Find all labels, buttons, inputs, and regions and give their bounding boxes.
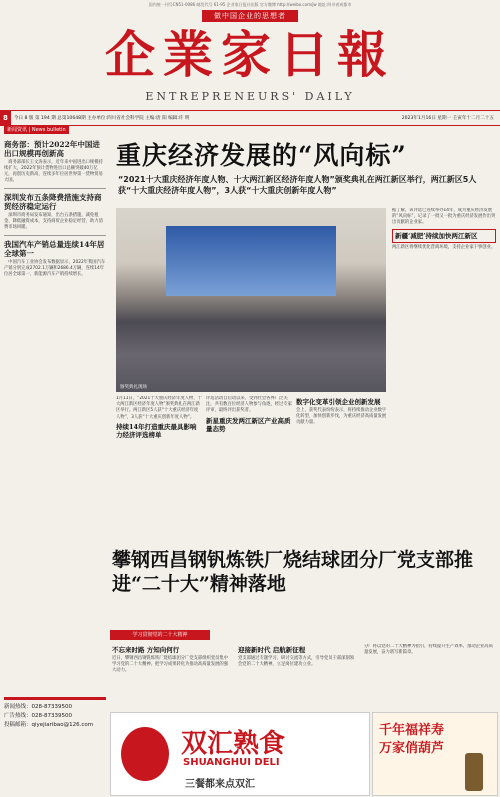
article-text: 据了解，该评选已连续举办14年，成为重庆经济发展的“风向标”，记录了一批又一批为重庆经济发展作出突出贡献的企业家。 [392, 208, 496, 226]
page-number: 8 [0, 111, 11, 125]
article-column-3 [296, 396, 388, 544]
left-headline-3[interactable]: 我国汽车产销总量连续14年居全球第一 [4, 240, 105, 258]
subsection-heading: 不忘来时路 方知向何行 [112, 646, 180, 654]
article-text: 评选活动自启动以来，受到社会各界广泛关注，共有数百位经济人物参与角逐，经过专家评审，最终评出获奖者。 [206, 396, 292, 414]
left-paragraph-1: 商务部部长王文涛表示，近年来中国进出口规模持续扩大，2022年预计货物进出口总额突破40万亿元，再创历史新高，连续多年位居世界第一货物贸易大国。 [4, 160, 103, 183]
subsection-heading: 新星重庆发两江新区产业高质量态势 [206, 416, 291, 433]
article-column-1 [116, 396, 202, 544]
issue-info: 今日 8 版 第 194 期 总第10648期 主办单位:四川省社会科学院 主编:唐 阳 编辑:许 明 [13, 116, 190, 121]
article-text: 两江新区将继续优化营商环境，支持企业家干事创业。 [392, 244, 496, 250]
story-column-3 [364, 644, 496, 706]
advert-slogan: 三餐都来点双汇 [185, 779, 255, 790]
top-info-strip: 国内统一刊号CN51-0086 邮发代号 61-95 企业家日报社出版 官方微博 http://weibo.com/jw 地址:四川省成都市 [148, 2, 352, 7]
masthead [0, 22, 500, 103]
masthead-title: 企業家日報 [105, 25, 395, 84]
left-news-column [4, 126, 106, 686]
left-headline-1[interactable]: 商务部：预计2022年中国进出口规模再创新高 [4, 140, 100, 158]
advert-subtitle: 万家俏葫芦 [379, 741, 445, 756]
stage-screen [166, 226, 336, 296]
left-headline-2[interactable]: 深圳发布五条降费措施支持商贸经济稳定运行 [4, 193, 102, 211]
divider [4, 235, 106, 236]
article-text: 近日，攀钢西昌钢钒炼铁厂烧结球团分厂党支部组织党员集中学习党的二十大精神，把学习成果转化为推动高质量发展的强大动力。 [112, 656, 229, 674]
story-column-1 [112, 644, 232, 706]
article-text: 会上，获奖代表纷纷表示，将持续推动企业数字化转型，加快创新步伐，为重庆经济高质量发展贡献力量。 [296, 408, 387, 426]
liquor-advert[interactable] [372, 712, 498, 796]
second-story [110, 598, 498, 708]
article-column-2 [206, 396, 292, 544]
submission-email[interactable]: 投稿邮箱：qiyejiaribao@126.com [4, 722, 94, 728]
slogan-bar [0, 10, 500, 22]
issue-date: 2023年1月16日 星期一 壬寅年十二月二十五 [401, 116, 494, 121]
subsection-heading: 数字化变革引领企业创新发展 [296, 398, 381, 406]
left-paragraph-2: 深圳市商务局发布通知，出台五条措施，减免租金、降低融资成本，支持商贸企业稳定经营，助力消费市场回暖。 [4, 213, 103, 230]
main-story [110, 126, 498, 596]
left-paragraph-3: 中国汽车工业协会发布数据显示，2022年我国汽车产销分别完成2702.1万辆和2686.4万辆，连续14年位居全球第一，新能源汽车产销持续增长。 [4, 260, 106, 277]
article-text: 分厂将以党的二十大精神为指引，持续提升生产效率，推动企业高质量发展，奋力谱写新篇章。 [364, 644, 493, 656]
ad-hotline: 广告热线：028-87339500 [4, 713, 72, 719]
advert-title: 千年福祥寿 [379, 723, 445, 738]
shuanghui-logo-icon [121, 727, 169, 781]
article-text: 党支部通过专题学习、研讨交流等方式，引导党员干部深刻领会党的二十大精神，立足岗位建功立业。 [238, 656, 355, 668]
main-headline[interactable]: 重庆经济发展的“风向标” [116, 141, 407, 170]
subsection-heading: 新疆‘减肥’持续加快两江新区 [392, 229, 496, 243]
event-photo[interactable] [116, 208, 386, 392]
divider [4, 188, 106, 189]
story-column-2 [238, 644, 358, 706]
advert-title: 双汇熟食 [181, 729, 286, 759]
subsection-heading: 迎接新时代 启航新征程 [238, 646, 306, 654]
footer-bar [4, 697, 106, 700]
contact-footer [4, 697, 106, 730]
issue-info-bar [0, 110, 500, 126]
main-subheadline: “2021十大重庆经济年度人物、十大两江新区经济年度人物”颁奖典礼在两江新区举行，两江新区5人获“十大重庆经济年度人物”，3人获“十大重庆创新年度人物” [118, 175, 477, 195]
shuanghui-advert[interactable] [110, 712, 370, 796]
advert-english: SHUANGHUI DELI [183, 757, 280, 768]
theme-banner: 学习贯彻党的二十大精神 [110, 630, 210, 640]
second-headline[interactable]: 攀钢西昌钢钒炼铁厂烧结球团分厂党支部推进“二十大”精神落地 [112, 549, 474, 595]
news-hotline: 新闻热线：028-87339500 [4, 704, 72, 710]
slogan-text: 做中国企业的思想者 [202, 10, 298, 22]
bottle-icon [465, 753, 483, 791]
right-column [392, 208, 496, 392]
article-text: 1月11日，“2021十大重庆经济年度人物、十大两江新区经济年度人物”颁奖典礼在两江新区举行。两江新区5人获“十大重庆经济年度人物”，3人获“十大重庆创新年度人物”。 [116, 396, 202, 420]
subsection-heading: 持续14年打造重庆最具影响力经济评选榜单 [116, 422, 197, 439]
photo-caption: 颁奖典礼现场 [120, 385, 147, 390]
masthead-english: ENTREPRENEURS' DAILY [145, 90, 355, 103]
section-tag: 新闻资讯 | News bulletin [4, 126, 69, 134]
